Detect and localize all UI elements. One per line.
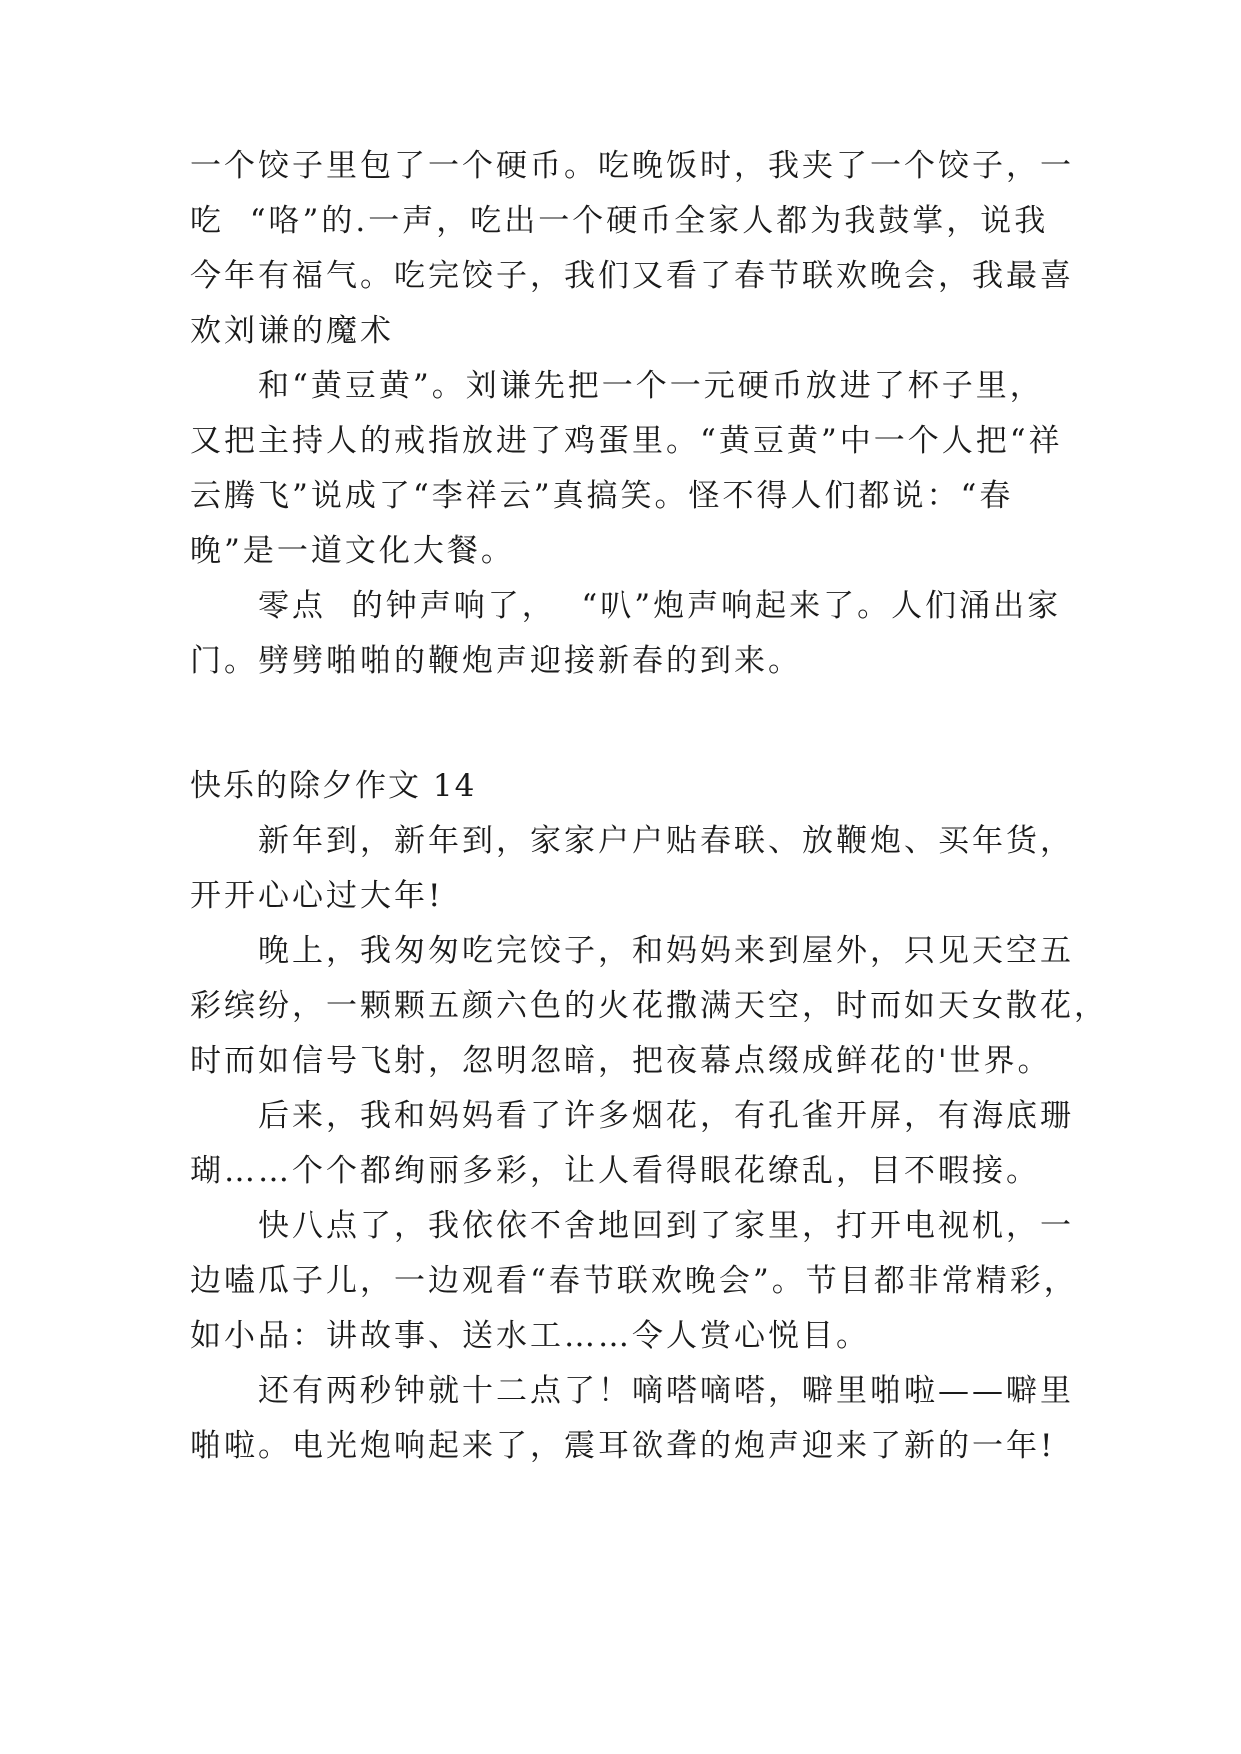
- text-line: 还有两秒钟就十二点了！嘀嗒嘀嗒，噼里啪啦——噼里: [258, 1373, 1074, 1409]
- text-line: 云腾飞”说成了“李祥云”真搞笑。怪不得人们都说：“春: [190, 478, 1014, 514]
- text-line: 晚上，我匆匆吃完饺子，和妈妈来到屋外，只见天空五: [258, 933, 1074, 969]
- text-line: 门。劈劈啪啪的鞭炮声迎接新春的到来。: [190, 643, 802, 679]
- text-line: 如小品：讲故事、送水工……令人赏心悦目。: [190, 1318, 870, 1354]
- text-line: 和“黄豆黄”。刘谦先把一个一元硬币放进了杯子里，: [258, 368, 1044, 404]
- text-line: 吃 “咯”的.一声，吃出一个硬币全家人都为我鼓掌，说我: [190, 203, 1049, 239]
- text-line: 边嗑瓜子儿，一边观看“春节联欢晚会”。节目都非常精彩，: [190, 1263, 1078, 1299]
- text-line: 快八点了，我依依不舍地回到了家里，打开电视机，一: [258, 1208, 1074, 1244]
- text-line: 彩缤纷，一颗颗五颜六色的火花撒满天空，时而如天女散花，: [190, 988, 1108, 1024]
- text-line: 欢刘谦的魔术: [190, 313, 394, 349]
- text-line: 一个饺子里包了一个硬币。吃晚饭时，我夹了一个饺子，一: [190, 148, 1074, 184]
- essay-title: 快乐的除夕作文 14: [190, 768, 477, 804]
- text-line: 啪啦。电光炮响起来了，震耳欲聋的炮声迎来了新的一年!: [190, 1428, 1056, 1464]
- text-line: 零点 的钟声响了， “叭”炮声响起来了。人们涌出家: [258, 588, 1062, 624]
- text-line: 瑚……个个都绚丽多彩，让人看得眼花缭乱，目不暇接。: [190, 1153, 1040, 1189]
- text-line: 开开心心过大年!: [190, 878, 444, 914]
- text-line: 晚”是一道文化大餐。: [190, 533, 515, 569]
- text-line: 时而如信号飞射，忽明忽暗，把夜幕点缀成鲜花的'世界。: [190, 1043, 1052, 1079]
- text-line: 新年到，新年到，家家户户贴春联、放鞭炮、买年货，: [258, 823, 1074, 859]
- text-line: 后来，我和妈妈看了许多烟花，有孔雀开屏，有海底珊: [258, 1098, 1074, 1134]
- text-line: 今年有福气。吃完饺子，我们又看了春节联欢晚会，我最喜: [190, 258, 1074, 294]
- text-line: 又把主持人的戒指放进了鸡蛋里。“黄豆黄”中一个人把“祥: [190, 423, 1063, 459]
